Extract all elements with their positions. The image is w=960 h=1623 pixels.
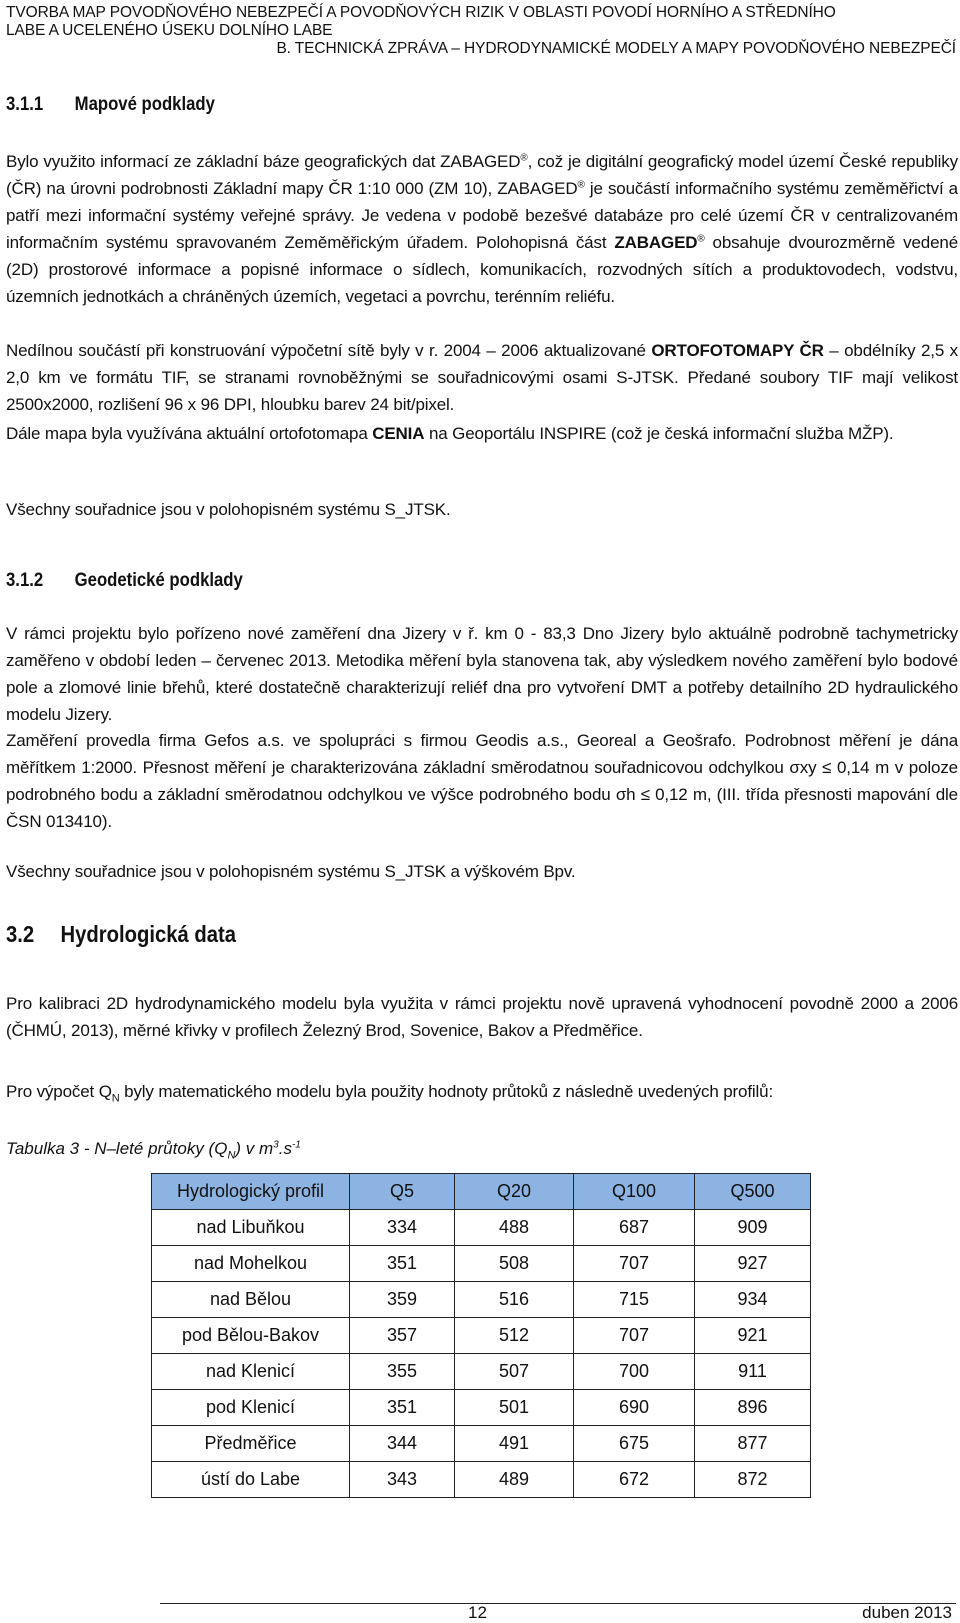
cell-profile: pod Klenicí: [152, 1390, 350, 1426]
cell-profile: ústí do Labe: [152, 1462, 350, 1498]
cell-q100: 690: [574, 1390, 695, 1426]
subscript: N: [227, 1149, 236, 1162]
paragraph-ortofotomapy: [6, 337, 958, 418]
table-row: [152, 1426, 811, 1462]
heading-title: Mapové podklady: [74, 94, 215, 115]
cell-q500: 896: [695, 1390, 811, 1426]
cell-q5: 359: [350, 1282, 455, 1318]
registered-mark: ®: [577, 179, 585, 191]
cell-q20: 516: [455, 1282, 574, 1318]
text: – obdélníky 2,5 x 2,0 km ve formátu TIF, se stranami rovnoběžnými se souřadnicovými osami S-JTSK. Předané soubory TIF mají velikost 2500x2000, rozlišení 96 x 96 DPI, hloubku barev 24 bit/pixel.: [6, 341, 959, 414]
cell-q100: 672: [574, 1462, 695, 1498]
heading-number: 3.1.2: [6, 570, 44, 591]
heading-3-1-2: [6, 570, 243, 592]
cell-q20: 508: [455, 1246, 574, 1282]
table-row: [152, 1390, 811, 1426]
paragraph-firma: Zaměření provedla firma Gefos a.s. ve spolupráci s firmou Geodis a.s., Georeal a Geošrafo. Podrobnost měření je dána měřítkem 1:2000. Přesnost měření je charakterizována základní směrodatnou souřadnicovou odchylkou σxy ≤ 0,14 m v poloze podrobného bodu a základní směrodatnou odchylkou ve výšce podrobného bodu σh ≤ 0,12 m, (III. třída přesnosti mapování dle ČSN 013410).: [6, 731, 958, 831]
cell-q500: 877: [695, 1426, 811, 1462]
cell-q100: 707: [574, 1318, 695, 1354]
heading-3-2: [6, 921, 236, 948]
header-q500: Q500: [695, 1174, 811, 1210]
subscript: N: [111, 1092, 120, 1105]
registered-mark: ®: [697, 233, 705, 245]
flow-table: [151, 1173, 811, 1498]
cell-q5: 351: [350, 1390, 455, 1426]
cell-q20: 491: [455, 1426, 574, 1462]
table-row: [152, 1318, 811, 1354]
cell-q5: 344: [350, 1426, 455, 1462]
heading-3-1-1: [6, 94, 215, 116]
cell-profile: nad Libuňkou: [152, 1210, 350, 1246]
cell-q100: 700: [574, 1354, 695, 1390]
table-row: [152, 1354, 811, 1390]
paragraph-kalibrace: Pro kalibraci 2D hydrodynamického modelu byla využita v rámci projektu nově upravená vyhodnocení povodně 2000 a 2006 (ČHMÚ, 2013), měrné křivky v profilech Železný Brod, Sovenice, Bakov a Předměřice.: [6, 994, 958, 1040]
heading-number: 3.2: [6, 921, 35, 947]
page-number: 12: [468, 1603, 487, 1622]
registered-mark: ®: [520, 152, 528, 164]
footer-date: duben 2013: [862, 1603, 952, 1622]
paragraph-zamereni: V rámci projektu bylo pořízeno nové zaměření dna Jizery v ř. km 0 - 83,3 Dno Jizery bylo aktuálně podrobně tachymetricky zaměřeno v období leden – červenec 2013. Metodika měření byla stanovena tak, aby výsledkem nového zaměření bylo bodové pole a zlomové linie břehů, které dostatečně charakterizují reliéf dna pro vytvoření DMT a potřeby detailního 2D hydraulického modelu Jizery.: [6, 624, 958, 724]
cell-q500: 872: [695, 1462, 811, 1498]
text: Pro výpočet Q: [6, 1082, 112, 1101]
superscript: -1: [291, 1139, 301, 1151]
cell-q20: 489: [455, 1462, 574, 1498]
cell-q20: 488: [455, 1210, 574, 1246]
bold-text: CENIA: [372, 424, 425, 443]
bold-text: ZABAGED: [614, 233, 698, 252]
footer-rule: [160, 1603, 956, 1604]
paragraph-vypocet: [6, 1078, 958, 1105]
cell-q5: 343: [350, 1462, 455, 1498]
header-line-1: TVORBA MAP POVODŇOVÉHO NEBEZPEČÍ A POVODŇOVÝCH RIZIK V OBLASTI POVODÍ HORNÍHO A STŘEDNÍHO: [6, 4, 836, 21]
cell-profile: nad Mohelkou: [152, 1246, 350, 1282]
cell-q5: 334: [350, 1210, 455, 1246]
cell-profile: pod Bělou-Bakov: [152, 1318, 350, 1354]
cell-q20: 512: [455, 1318, 574, 1354]
header-q20: Q20: [455, 1174, 574, 1210]
cell-q500: 927: [695, 1246, 811, 1282]
header-profile: Hydrologický profil: [152, 1174, 350, 1210]
bold-text: ORTOFOTOMAPY ČR: [651, 341, 824, 360]
paragraph-souradnice: Všechny souřadnice jsou v polohopisném systému S_JTSK.: [6, 500, 451, 519]
cell-q5: 355: [350, 1354, 455, 1390]
cell-profile: nad Klenicí: [152, 1354, 350, 1390]
text: .s: [278, 1139, 292, 1158]
text: , což je digitální geografický model území České republiky (ČR) na úrovni podrobnosti Základní mapy ČR 1:10 000 (ZM 10), ZABAGED: [6, 152, 959, 198]
header-line-3: B. TECHNICKÁ ZPRÁVA – HYDRODYNAMICKÉ MODELY A MAPY POVODŇOVÉHO NEBEZPEČÍ: [276, 40, 956, 57]
text: Tabulka 3 - N–leté průtoky (Q: [6, 1139, 228, 1158]
cell-q100: 707: [574, 1246, 695, 1282]
table-row: [152, 1210, 811, 1246]
text: je součástí informačního systému zeměměřictví a patří mezi informační systémy veřejné správy. Je vedena v podobě bezešvé databáze pro celé území ČR v centralizovaném informačním systému spravovaném Zeměměřickým úřadem. Polohopisná část: [6, 179, 958, 252]
text: Bylo využito informací ze základní báze geografických dat ZABAGED: [6, 152, 521, 171]
heading-number: 3.1.1: [6, 94, 44, 115]
cell-q500: 911: [695, 1354, 811, 1390]
table-header-row: [152, 1174, 811, 1210]
cell-q5: 357: [350, 1318, 455, 1354]
cell-q100: 687: [574, 1210, 695, 1246]
header-line-2: LABE A UCELENÉHO ÚSEKU DOLNÍHO LABE: [6, 22, 333, 39]
paragraph-vyskovy-system: Všechny souřadnice jsou v polohopisném systému S_JTSK a výškovém Bpv.: [6, 862, 576, 881]
cell-q500: 921: [695, 1318, 811, 1354]
heading-title: Hydrologická data: [60, 921, 237, 947]
heading-title: Geodetické podklady: [74, 570, 243, 591]
text: na Geoportálu INSPIRE (což je česká informační služba MŽP).: [424, 424, 894, 443]
running-header: [6, 4, 956, 58]
cell-profile: Předměřice: [152, 1426, 350, 1462]
text: byly matematického modelu byla použity hodnoty průtoků z následně uvedených profilů:: [119, 1082, 774, 1101]
table-row: [152, 1246, 811, 1282]
cell-q20: 507: [455, 1354, 574, 1390]
text: obsahuje dvourozměrně vedené (2D) prostorové informace a popisné informace o sídlech, komunikacích, rozvodných sítích a produktovodech, vodstvu, územních jednotkách a chráněných územích, vegetaci a povrchu, terénním reliéfu.: [6, 233, 959, 306]
header-q5: Q5: [350, 1174, 455, 1210]
cell-q100: 715: [574, 1282, 695, 1318]
cell-q500: 909: [695, 1210, 811, 1246]
cell-q20: 501: [455, 1390, 574, 1426]
paragraph-zabaged: [6, 148, 958, 310]
header-q100: Q100: [574, 1174, 695, 1210]
cell-q500: 934: [695, 1282, 811, 1318]
text: ) v m: [235, 1139, 274, 1158]
paragraph-cenia: [6, 420, 958, 447]
text: Dále mapa byla využívána aktuální ortofotomapa: [6, 424, 373, 443]
cell-q5: 351: [350, 1246, 455, 1282]
superscript: 3: [273, 1139, 279, 1151]
table-row: [152, 1462, 811, 1498]
cell-q100: 675: [574, 1426, 695, 1462]
table-row: [152, 1282, 811, 1318]
table-caption: [6, 1139, 301, 1162]
cell-profile: nad Bělou: [152, 1282, 350, 1318]
text: Nedílnou součástí při konstruování výpočetní sítě byly v r. 2004 – 2006 aktualizované: [6, 341, 652, 360]
